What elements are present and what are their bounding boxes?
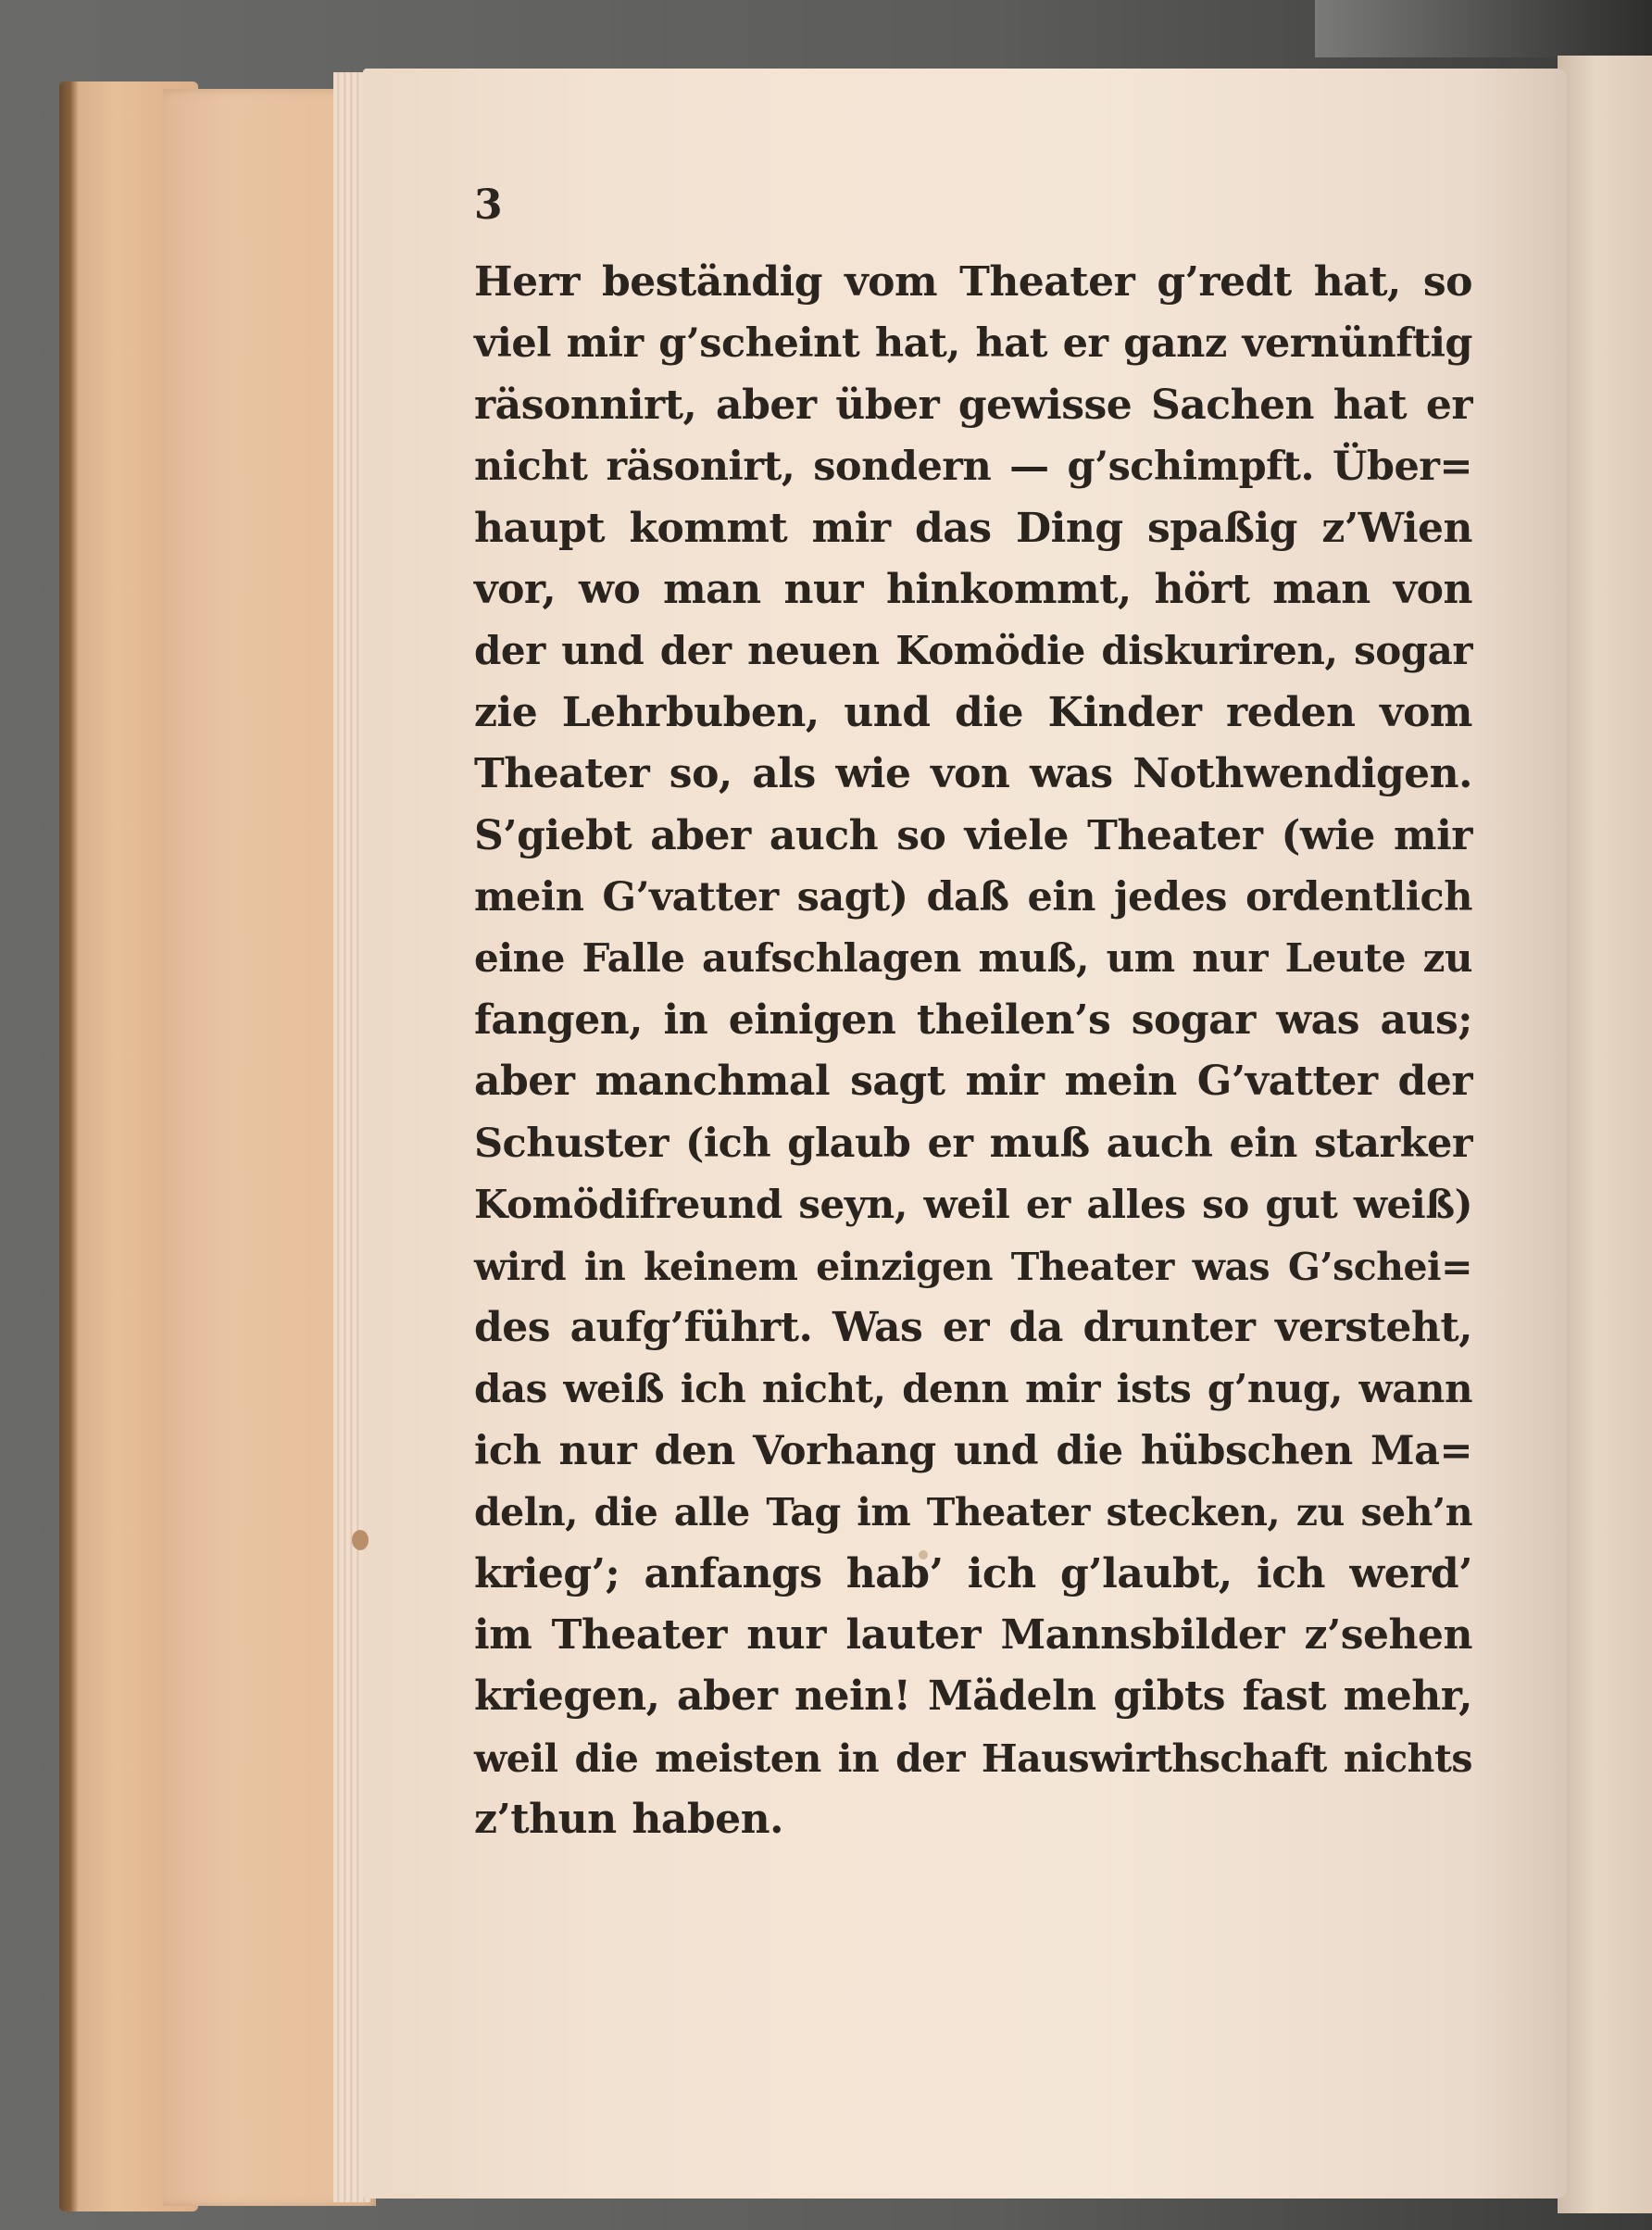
text-line: deln, die alle Tag im Theater stecken, zu seh’n [474,1490,1472,1535]
text-line: weil die meisten in der Hauswirthschaft nichts [474,1735,1472,1781]
body-text [474,252,1472,1851]
text-line: Herr beständig vom Theater g’redt hat, so [474,258,1472,306]
text-line: z’thun haben. [474,1796,783,1844]
text-line: Komödifreund seyn, weil er alles so gut weiß) [474,1182,1472,1228]
text-line: fangen, in einigen theilen’s sogar was aus; [474,996,1472,1044]
text-line: krieg’; anfangs hab’ ich g’laubt, ich werd’ [474,1549,1472,1597]
text-line: räsonnirt, aber über gewisse Sachen hat er [474,381,1472,429]
text-line: aber manchmal sagt mir mein G’vatter der [474,1058,1472,1106]
text-line: viel mir g’scheint hat, hat er ganz vernünftig [474,320,1472,368]
text-line: mein G’vatter sagt) daß ein jedes ordentlich [474,874,1472,921]
page-number: 3 [474,182,503,229]
text-line: kriegen, aber nein! Mädeln gibts fast mehr, [474,1672,1472,1721]
text-line: S’giebt aber auch so viele Theater (wie mir [474,811,1472,859]
text-line: Schuster (ich glaub er muß auch ein starker [474,1120,1472,1167]
facing-page-edge [1558,56,1652,2213]
stain-spot [352,1530,369,1550]
scanner-edge [1315,0,1652,57]
text-line: wird in keinem einzigen Theater was G’schei= [474,1244,1472,1289]
text-line: vor, wo man nur hinkommt, hört man von [474,566,1472,614]
text-line: nicht räsonirt, sondern — g’schimpft. Über= [474,444,1472,491]
text-line: haupt kommt mir das Ding spaßig z’Wien [474,504,1472,552]
text-line: des aufg’führt. Was er da drunter versteht, [474,1303,1472,1351]
text-line: das weiß ich nicht, denn mir ists g’nug, wann [474,1366,1472,1412]
text-line: zie Lehrbuben, und die Kinder reden vom [474,688,1472,736]
text-line: im Theater nur lauter Mannsbilder z’sehen [474,1610,1472,1659]
text-line: ich nur den Vorhang und die hübschen Ma= [474,1427,1472,1474]
text-line: der und der neuen Komödie diskuriren, sogar [474,628,1472,674]
text-line: Theater so, als wie von was Nothwendigen. [474,750,1472,798]
text-line: eine Falle aufschlagen muß, um nur Leute zu [474,935,1472,982]
